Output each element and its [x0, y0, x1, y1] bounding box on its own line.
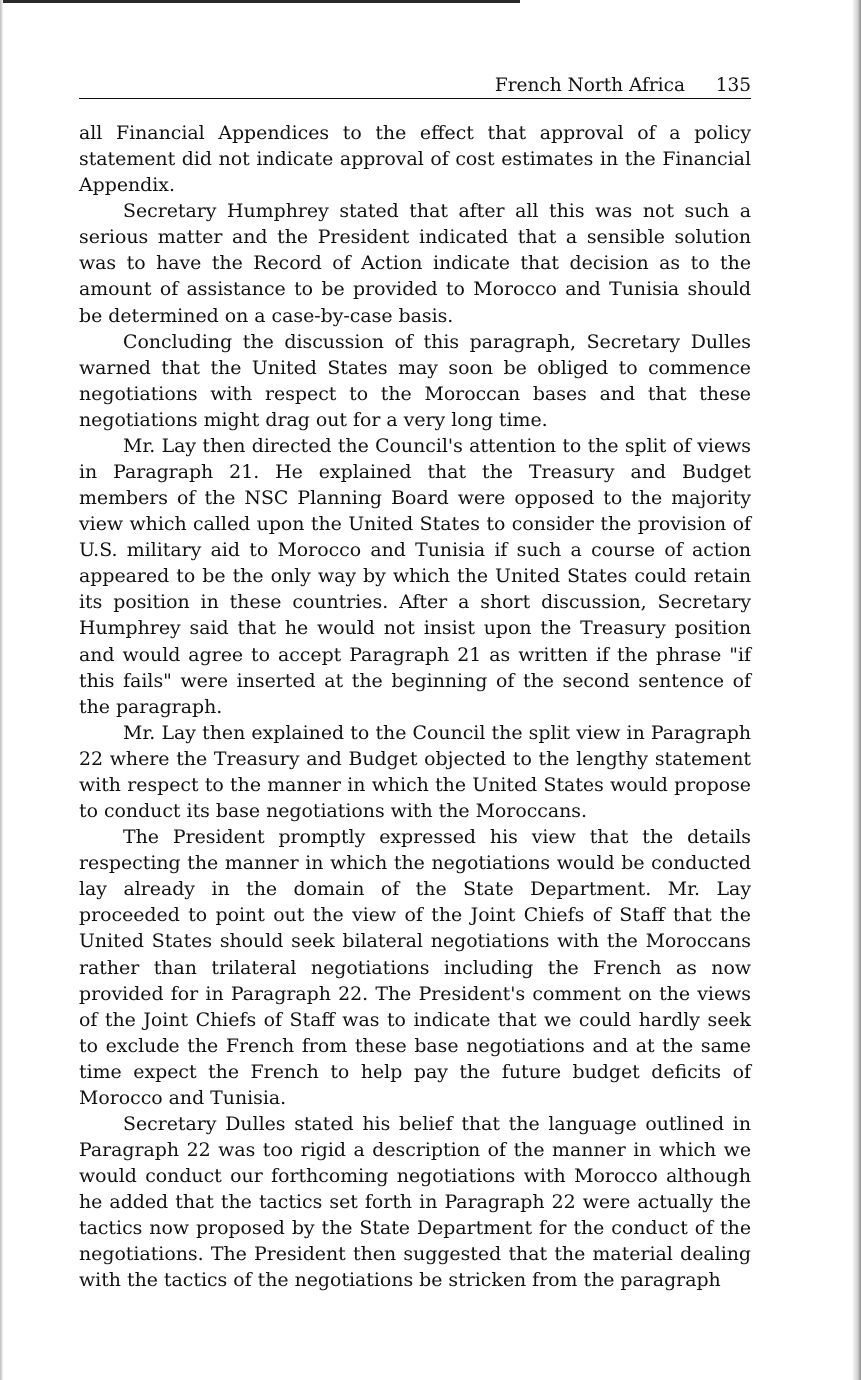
paragraph-4: Mr. Lay then directed the Council's attention to the split of views in Paragraph 21. He explained that the Treasury and Budget members of the NSC Planning Board were opposed to the majority view which called upon the United States to consider the provision of U.S. military aid to Morocco and Tunisia if such a course of action appeared to be the only way by which the United States could retain its position in these countries. After a short discussion, Secretary Humphrey said that he would not insist upon the Treasury position and would agree to accept Paragraph 21 as written if the phrase "if this fails" were inserted at the beginning of the second sentence of the paragraph. — [79, 434, 751, 718]
paragraph-2: Secretary Humphrey stated that after all this was not such a serious matter and the President indicated that a sensible solution was to have the Record of Action indicate that decision as to the amount of assistance to be provided to Morocco and Tunisia should be determined on a case-by-case basis. — [79, 200, 751, 327]
paragraph-7: Secretary Dulles stated his belief that the language outlined in Paragraph 22 was too rigid a description of the manner in which we would conduct our forthcoming negotiations with Morocco although he added that the tactics set forth in Paragraph 22 were actually the tactics now proposed by the State Department for the conduct of the negotiations. The President then suggested that the material dealing with the tactics of the negotiations be stricken from the paragraph — [79, 1112, 751, 1292]
running-header — [79, 70, 751, 99]
page-right-edge — [853, 0, 861, 1380]
paragraph-3: Concluding the discussion of this paragraph, Secretary Dulles warned that the United States may soon be obliged to commence negotiations with respect to the Moroccan bases and that these negotiations might drag out for a very long time. — [79, 330, 751, 431]
paragraph-6: The President promptly expressed his view that the details respecting the manner in which the negotiations would be conducted lay already in the domain of the State Department. Mr. Lay proceeded to point out the view of the Joint Chiefs of Staff that the United States should seek bilateral negotiations with the Moroccans rather than trilateral negotiations including the French as now provided for in Paragraph 22. The President's comment on the views of the Joint Chiefs of Staff was to indicate that we could hardly seek to exclude the French from these base negotiations and at the same time expect the French to help pay the future budget deficits of Morocco and Tunisia. — [79, 826, 751, 1109]
paragraph-5: Mr. Lay then explained to the Council the split view in Paragraph 22 where the Treasury and Budget objected to the lengthy statement with respect to the manner in which the United States would propose to conduct its base negotiations with the Moroccans. — [79, 721, 751, 823]
page-top-edge — [0, 0, 520, 3]
page-left-edge — [0, 0, 3, 1380]
body-text — [79, 120, 751, 1294]
paragraph-1: all Financial Appendices to the effect that approval of a policy statement did not indicate approval of cost estimates in the Financial Appendix. — [79, 122, 751, 197]
running-header-title: French North Africa — [494, 75, 685, 96]
page-number: 135 — [715, 75, 751, 96]
